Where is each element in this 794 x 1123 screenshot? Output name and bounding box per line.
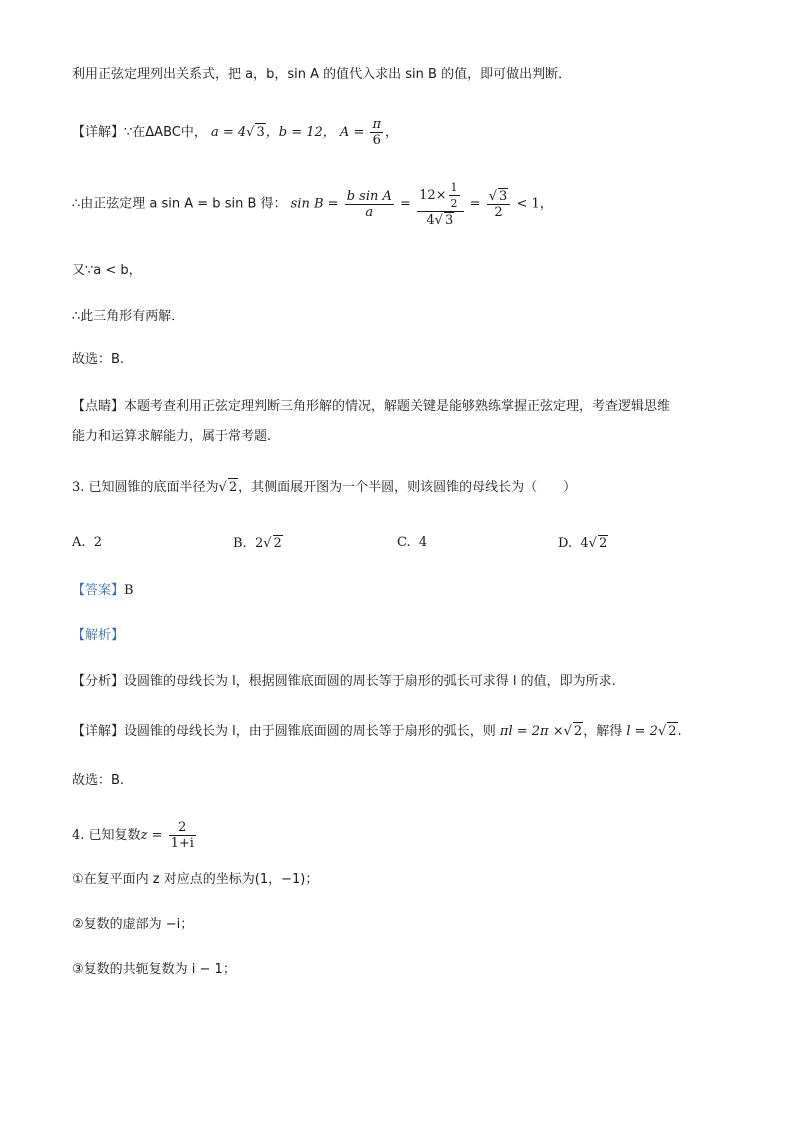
numerator-text: 12× (419, 188, 447, 203)
a-radicand: 3 (256, 125, 265, 140)
option-d (558, 535, 608, 551)
sqrt-icon: √ (246, 125, 255, 140)
circumference-equation: πl = 2π × (499, 724, 564, 739)
half-numerator: 1 (450, 181, 458, 194)
statement-2: ②复数的虚部为 −i； (72, 917, 194, 932)
answer-line (72, 582, 134, 600)
comment-line-2: 能力和运算求解能力，属于常考题. (72, 429, 272, 444)
radicand: 2 (573, 724, 583, 739)
option-b (233, 535, 283, 551)
option-label: D. (558, 536, 573, 551)
sqrt-icon: √ (488, 189, 498, 204)
statement-3: ③复数的共轭复数为 i − 1； (72, 962, 236, 977)
question-number: 4. (72, 828, 85, 843)
option-radicand: 2 (273, 536, 282, 551)
result-equation: l = 2 (626, 724, 658, 739)
fraction-denominator: 2 (494, 205, 503, 220)
half-denominator: 2 (450, 197, 458, 210)
detail-text: 设圆锥的母线长为 l，由于圆锥底面圆的周长等于扇形的弧长，则 (124, 724, 496, 739)
fraction-denominator (417, 212, 463, 228)
choose-line-2: 故选：B. (72, 773, 125, 788)
choose-line-1: 故选：B. (72, 352, 125, 367)
option-a (72, 535, 102, 550)
fraction-numerator: 2 (169, 820, 196, 836)
fenxi-tag: 【分析】 (72, 674, 125, 689)
comment-text-1: 本题考查利用正弦定理判断三角形解的情况，解题关键是能够熟练掌握正弦定理，考查逻辑思维 (124, 399, 671, 414)
comment-line-1 (72, 398, 670, 416)
solve-text: ，解得 (583, 724, 623, 739)
detail-line-3 (72, 722, 682, 741)
less-than-one: < 1， (516, 196, 553, 212)
fraction-numerator (417, 180, 463, 212)
detail-prefix: ∵在ΔABC中， (124, 125, 207, 140)
sqrt-icon: √ (588, 536, 597, 551)
question-3 (72, 478, 576, 497)
sqrt-icon: √ (657, 724, 667, 739)
answer-value: B (124, 583, 134, 598)
sqrt-icon: √ (263, 536, 272, 551)
A-equation: A = (339, 125, 365, 140)
question-4 (72, 820, 198, 851)
detail-line-1 (72, 117, 398, 148)
option-label: C. (397, 535, 411, 550)
question-text-a: 已知圆锥的底面半径为 (88, 480, 219, 495)
analysis-line (72, 627, 124, 645)
fraction-12-half-over-4sqrt3 (417, 180, 463, 228)
half-fraction (449, 180, 460, 211)
comma: ， (385, 125, 399, 140)
fraction-numerator: π (372, 117, 382, 132)
z-equation: z = (140, 828, 163, 843)
fraction-numerator (487, 188, 511, 205)
denominator-radicand: 3 (444, 213, 454, 228)
z-fraction (169, 820, 196, 851)
option-label: A. (72, 535, 86, 550)
also-line: 又∵a < b， (72, 263, 142, 278)
fraction-sqrt3-over-2 (487, 188, 511, 220)
pi-over-6-fraction (370, 117, 383, 148)
sine-law-prefix: ∴由正弦定理 a sin A = b sin B 得： (72, 196, 287, 212)
radius-radicand: 2 (228, 480, 238, 495)
option-label: B. (233, 536, 247, 551)
numerator-radicand: 3 (499, 189, 508, 204)
b-equation: ，b = 12， (265, 125, 336, 140)
detail-tag: 【详解】 (72, 125, 125, 140)
fraction-bsinA-over-a (345, 189, 394, 220)
fenxi-text: 设圆锥的母线长为 l，根据圆锥底面圆的周长等于扇形的弧长可求得 l 的值，即为所求. (124, 674, 616, 689)
period: . (677, 724, 682, 739)
fraction-denominator: a (365, 204, 374, 220)
option-value: 4 (580, 536, 589, 551)
radicand: 2 (668, 724, 677, 739)
option-radicand: 2 (598, 536, 608, 551)
fenxi-line (72, 673, 616, 691)
comment-tag: 【点睛】 (72, 399, 125, 414)
statement-1: ①在复平面内 z 对应点的坐标为(1，−1)； (72, 872, 319, 887)
analysis-tag: 【解析】 (72, 628, 125, 643)
question-text-b: ，其侧面展开图为一个半圆，则该圆锥的母线长为（ ） (238, 480, 577, 495)
sqrt-icon: √ (218, 480, 227, 495)
sqrt-icon: √ (434, 213, 443, 228)
detail-tag: 【详解】 (72, 724, 125, 739)
fraction-denominator: 1+i (170, 836, 194, 851)
question-number: 3. (72, 480, 85, 495)
option-value: 4 (418, 535, 428, 550)
question-text: 已知复数 (88, 828, 141, 843)
intro-text: 利用正弦定理列出关系式，把 a，b，sin A 的值代入求出 sin B 的值，即可做出判断． (72, 67, 572, 82)
therefore-line: ∴此三角形有两解． (72, 309, 185, 324)
detail-line-2: ∴由正弦定理 a sin A = b sin B 得： sin B = $\frac{\text{b sin A}}{a}$ = 12× $\frac{1}{2}$ 4√ 3 = $\frac{√ 3}{2}$ < 1， (72, 181, 553, 228)
denominator-coefficient: 4 (426, 213, 435, 228)
option-c (397, 535, 427, 550)
option-value: 2 (254, 536, 264, 551)
a-equation: a = 4 (210, 125, 247, 140)
fraction-denominator: 6 (372, 133, 381, 148)
fraction-numerator: b sin A (346, 188, 392, 204)
option-value: 2 (93, 535, 103, 550)
answer-tag: 【答案】 (72, 583, 125, 598)
sqrt-icon: √ (563, 724, 572, 739)
sinB-label: sin B = (290, 196, 339, 212)
